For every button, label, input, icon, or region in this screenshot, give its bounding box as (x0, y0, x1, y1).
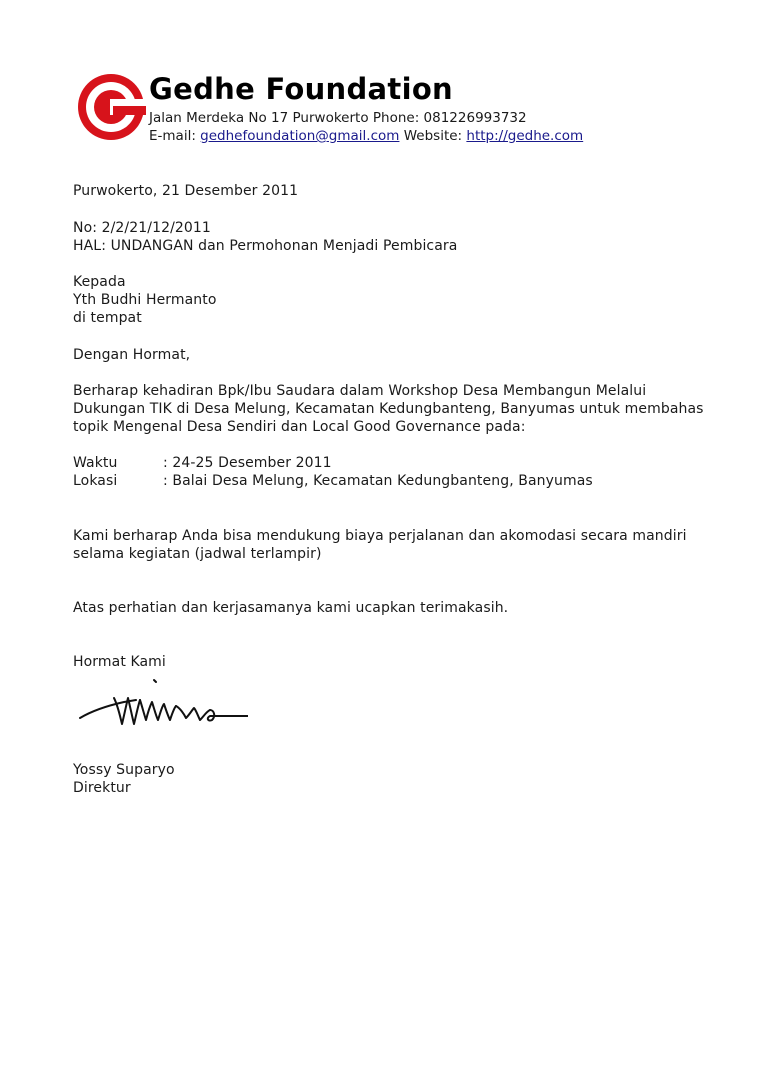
detail-label: Waktu (73, 455, 118, 471)
signer-title: Direktur (73, 780, 131, 796)
website-link[interactable]: http://gedhe.com (466, 128, 584, 144)
website-label: Website: (399, 128, 467, 144)
recipient-location: di tempat (73, 310, 142, 326)
signer-name: Yossy Suparyo (73, 762, 175, 778)
salutation: Dengan Hormat, (73, 347, 191, 363)
body-line: Berharap kehadiran Bpk/Ibu Saudara dalam Workshop Desa Membangun Melalui (73, 383, 647, 399)
closing: Hormat Kami (73, 654, 166, 670)
organization-name: Gedhe Foundation (149, 72, 453, 106)
detail-value: : Balai Desa Melung, Kecamatan Kedungbanteng, Banyumas (163, 473, 593, 489)
body-line: topik Mengenal Desa Sendiri dan Local Good Governance pada: (73, 419, 526, 435)
letter-subject: HAL: UNDANGAN dan Permohonan Menjadi Pembicara (73, 238, 458, 254)
support-line: selama kegiatan (jadwal terlampir) (73, 546, 322, 562)
email-link[interactable]: gedhefoundation@gmail.com (200, 128, 400, 144)
detail-value: : 24-25 Desember 2011 (163, 455, 332, 471)
email-label: E-mail: (149, 128, 201, 144)
detail-row-location (73, 472, 593, 490)
support-line: Kami berharap Anda bisa mendukung biaya perjalanan dan akomodasi secara mandiri (73, 528, 687, 544)
handwritten-signature-icon (76, 676, 248, 736)
place-date: Purwokerto, 21 Desember 2011 (73, 183, 299, 199)
detail-row-time (73, 454, 332, 472)
organization-address: Jalan Merdeka No 17 Purwokerto Phone: 081226993732 (149, 110, 527, 126)
recipient-name: Yth Budhi Hermanto (73, 292, 217, 308)
body-line: Dukungan TIK di Desa Melung, Kecamatan Kedungbanteng, Banyumas untuk membahas (73, 401, 704, 417)
closing-line: Atas perhatian dan kerjasamanya kami ucapkan terimakasih. (73, 600, 509, 616)
recipient-to-label: Kepada (73, 274, 126, 290)
letter-number: No: 2/2/21/12/2011 (73, 220, 211, 236)
detail-label: Lokasi (73, 473, 118, 489)
g-logo-icon (76, 72, 146, 142)
organization-contact (149, 128, 583, 144)
